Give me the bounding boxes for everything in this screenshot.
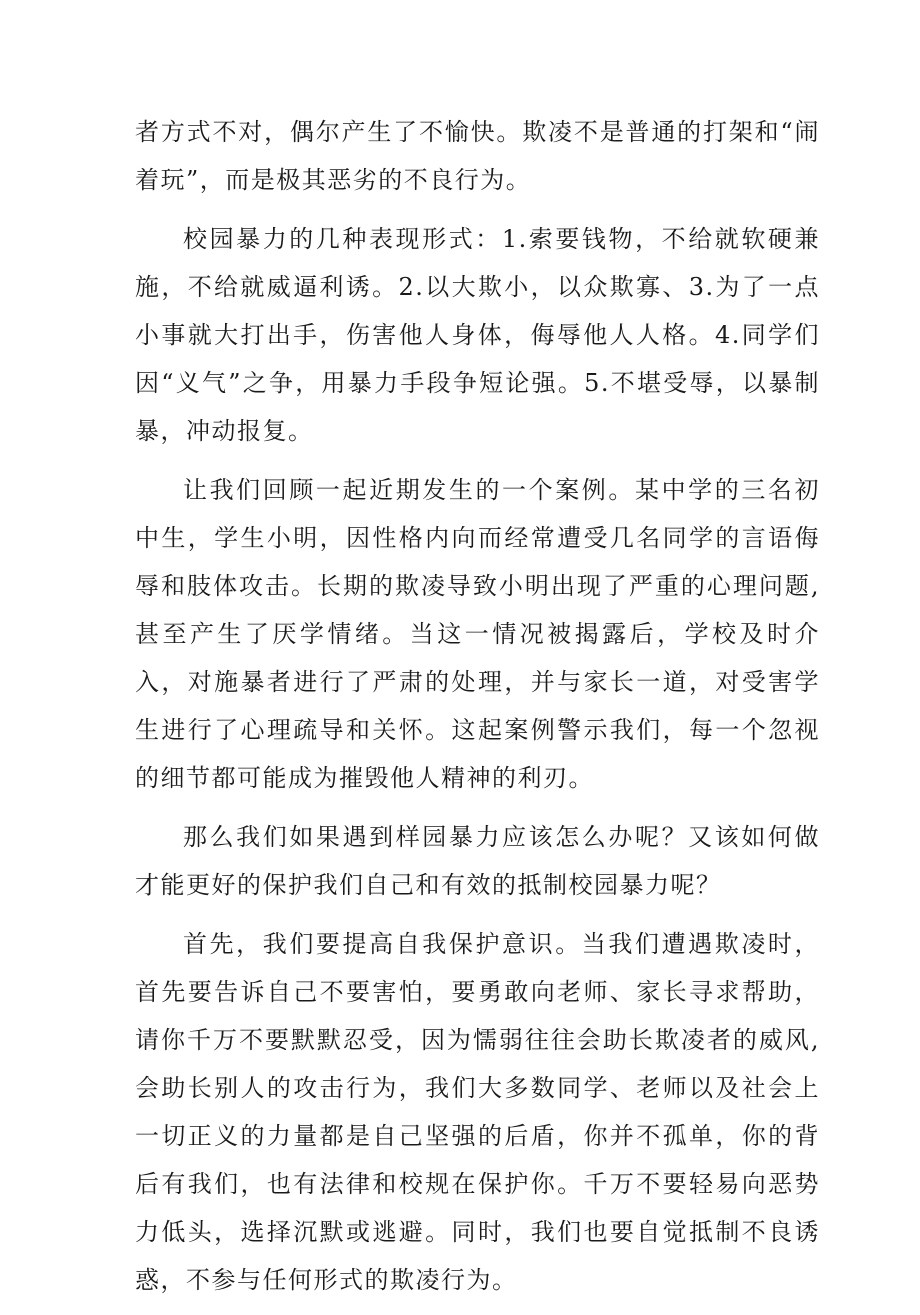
paragraph-4: 那么我们如果遇到样园暴力应该怎么办呢？又该如何做才能更好的保护我们自己和有效的抵制校园暴力呢？ bbox=[135, 823, 820, 899]
paragraph-1: 者方式不对，偶尔产生了不愉快。欺凌不是普通的打架和“闹着玩”，而是极其恶劣的不良行为。 bbox=[135, 118, 820, 194]
paragraph-3: 让我们回顾一起近期发生的一个案例。某中学的三名初中生，学生小明，因性格内向而经常遭受几名同学的言语侮辱和肢体攻击。长期的欺凌导致小明出现了严重的心理问题,甚至产生了厌学情绪。当这一情况被揭露后，学校及时介入，对施暴者进行了严肃的处理，并与家长一道，对受害学生进行了心理疏导和关怀。这起案例警示我们，每一个忽视的细节都可能成为摧毁他人精神的利刃。 bbox=[135, 476, 820, 792]
paragraph-5: 首先，我们要提高自我保护意识。当我们遭遇欺凌时，首先要告诉自己不要害怕，要勇敢向老师、家长寻求帮助，请你千万不要默默忍受，因为懦弱往往会助长欺凌者的威风,会助长别人的攻击行为，我们大多数同学、老师以及社会上一切正义的力量都是自己坚强的后盾，你并不孤单，你的背后有我们，也有法律和校规在保护你。千万不要轻易向恶势力低头，选择沉默或逃避。同时，我们也要自觉抵制不良诱惑，不参与任何形式的欺凌行为。 bbox=[135, 930, 820, 1294]
paragraph-2: 校园暴力的几种表现形式：1.索要钱物，不给就软硬兼施，不给就威逼利诱。2.以大欺小，以众欺寡、3.为了一点小事就大打出手，伤害他人身体，侮辱他人人格。4.同学们因“义气”之争，用暴力手段争短论强。5.不堪受辱，以暴制暴，冲动报复。 bbox=[135, 225, 820, 445]
document-body bbox=[135, 108, 820, 1315]
